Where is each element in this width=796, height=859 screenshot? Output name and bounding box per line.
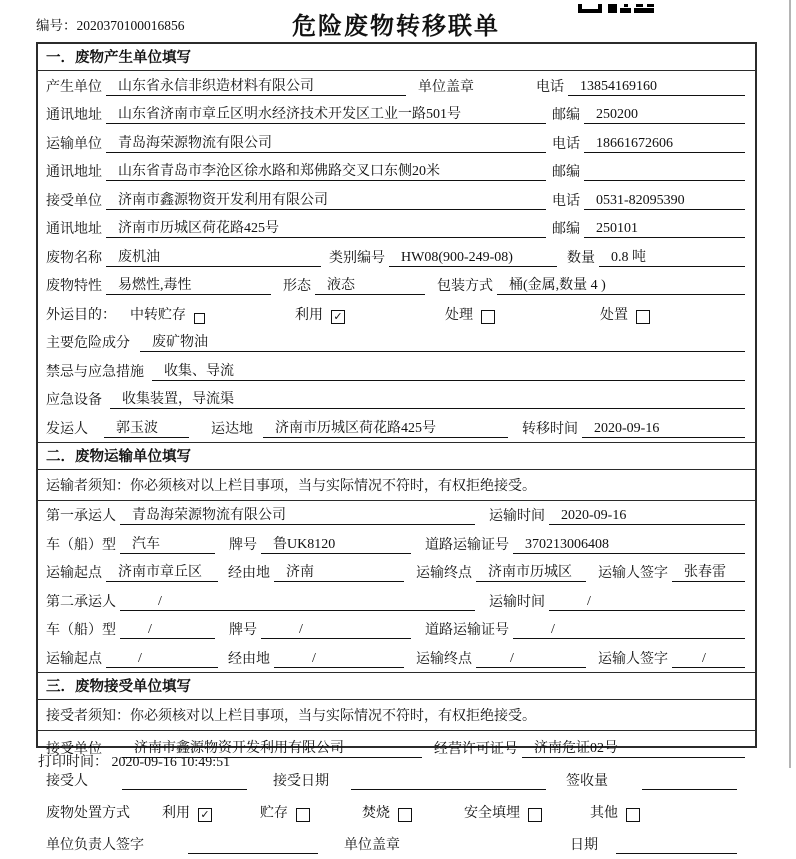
destination-value: 济南市历城区荷花路425号: [263, 417, 508, 438]
purpose-storage-label: 中转贮存: [130, 307, 186, 323]
vehicle-type2-label: 车（船）型: [46, 623, 116, 638]
acceptor-value: [122, 773, 247, 790]
road-permit2-label: 道路运输证号: [425, 623, 509, 638]
serial-label: 编号：: [36, 18, 77, 33]
via2-label: 经由地: [228, 651, 270, 667]
disposal-option-incinerate: [362, 802, 412, 822]
receiver-zip-value: 250101: [584, 221, 745, 238]
receiver-phone-value: 0531-82095390: [584, 193, 745, 210]
transport-unit-label: 运输单位: [46, 136, 102, 152]
section2-title: 二．废物运输单位填写: [38, 442, 755, 470]
transport-phone-value: 18661672606: [584, 136, 745, 153]
route1-row: [38, 558, 755, 587]
first-carrier-value: 青岛海荣源物流有限公司: [120, 504, 475, 525]
plate1-value: 鲁UK8120: [261, 533, 411, 554]
purpose-treatment-checkbox: [481, 310, 495, 324]
disposal-landfill-label: 安全填埋: [464, 805, 520, 821]
section1-title: 一．废物产生单位填写: [38, 44, 755, 71]
date-label: 日期: [570, 837, 598, 853]
waste-traits-label: 废物特性: [46, 279, 102, 294]
disposal-option-use: [162, 802, 212, 822]
transport-address-value: 山东省青岛市李沧区徐水路和郑佛路交叉口东侧20米: [106, 160, 546, 181]
shipper-row: [38, 413, 755, 442]
destination-label: 运达地: [211, 421, 253, 437]
receiver-phone-label: 电话: [552, 193, 580, 209]
waste-name-row: [38, 242, 755, 271]
accept-unit-value: 济南市鑫源物资开发利用有限公司: [122, 737, 422, 758]
responsible-signature-value: [188, 837, 318, 854]
disposal-use-label: 利用: [162, 805, 190, 821]
print-time: [38, 751, 230, 771]
second-carrier-label: 第二承运人: [46, 594, 116, 610]
disposal-incinerate-label: 焚烧: [362, 805, 390, 821]
category-code-value: HW08(900-249-08): [389, 250, 557, 267]
route2-row: [38, 643, 755, 672]
producer-address-value: 山东省济南市章丘区明水经济技术开发区工业一路501号: [106, 103, 546, 124]
acceptor-label: 接受人: [46, 773, 88, 789]
emergency-measures-label: 禁忌与应急措施: [46, 364, 144, 380]
transfer-time-value: 2020-09-16: [582, 421, 745, 438]
receiver-unit-label: 接受单位: [46, 193, 102, 209]
carrier-sign2-label: 运输人签字: [598, 651, 668, 667]
plate2-label: 牌号: [229, 623, 257, 638]
transport-address-label: 通讯地址: [46, 165, 102, 180]
first-carrier-row: [38, 501, 755, 530]
purpose-option-storage: [130, 304, 205, 324]
disposal-method-row: [38, 795, 755, 827]
purpose-treatment-label: 处理: [445, 307, 473, 323]
producer-unit-row: [38, 71, 755, 100]
second-carrier-value: /: [120, 594, 475, 611]
receipt-qty-value: [642, 773, 737, 790]
shipper-label: 发运人: [46, 421, 88, 437]
accept-date-value: [351, 773, 546, 790]
vehicle2-row: [38, 615, 755, 644]
receiver-address-value: 济南市历城区荷花路425号: [106, 217, 546, 238]
disposal-option-landfill: [464, 802, 542, 822]
carrier-sign2-value: /: [672, 651, 745, 668]
license-value: 济南危证02号: [522, 737, 745, 758]
transport-phone-label: 电话: [552, 136, 580, 152]
qr-code-fragment: [578, 0, 654, 9]
second-carrier-row: [38, 586, 755, 615]
page-title: 危险废物转移联单: [292, 14, 500, 40]
quantity-label: 数量: [567, 250, 595, 266]
purpose-storage-checkbox: [194, 313, 205, 324]
purpose-option-disposal: [600, 304, 650, 324]
disposal-use-checkbox: ✓: [198, 808, 212, 822]
disposal-other-checkbox: [626, 808, 640, 822]
receipt-qty-label: 签收量: [566, 773, 608, 789]
hazard-components-label: 主要危险成分: [46, 336, 130, 351]
emergency-measures-row: [38, 356, 755, 385]
disposal-other-label: 其他: [590, 805, 618, 821]
road-permit1-value: 370213006408: [513, 537, 745, 554]
purpose-option-treatment: [445, 304, 495, 324]
endpoint1-value: 济南市历城区: [476, 561, 586, 582]
origin1-label: 运输起点: [46, 566, 102, 581]
vehicle-type2-value: /: [120, 622, 215, 639]
responsible-signature-row: [38, 827, 755, 859]
producer-phone-value: 13854169160: [568, 79, 745, 96]
transport-zip-value: [584, 164, 745, 181]
receiver-notice-label: 接受者须知：: [46, 708, 130, 724]
waste-name-value: 废机油: [106, 246, 321, 267]
print-time-label: 打印时间：: [38, 755, 108, 770]
purpose-use-label: 利用: [295, 307, 323, 323]
transport-time2-label: 运输时间: [489, 594, 545, 610]
transfer-purpose-row: [38, 299, 755, 328]
purpose-option-use: [295, 304, 345, 324]
emergency-equipment-row: [38, 385, 755, 414]
shipper-value: 郭玉波: [104, 417, 189, 438]
unit-seal-label: 单位盖章: [418, 79, 474, 95]
emergency-equipment-value: 收集装置，导流渠: [110, 388, 745, 409]
transporter-notice: [38, 470, 755, 501]
disposal-option-other: [590, 802, 640, 822]
first-carrier-label: 第一承运人: [46, 509, 116, 524]
transport-unit-value: 青岛海荣源物流有限公司: [106, 132, 546, 153]
transporter-notice-label: 运输者须知：: [46, 478, 130, 494]
transport-time1-value: 2020-09-16: [549, 508, 745, 525]
emergency-equipment-label: 应急设备: [46, 393, 102, 408]
accept-unit-label: 接受单位: [46, 741, 102, 757]
road-permit1-label: 道路运输证号: [425, 537, 509, 553]
endpoint2-label: 运输终点: [416, 651, 472, 667]
accept-date-label: 接受日期: [273, 773, 329, 789]
producer-unit-value: 山东省永信非织造材料有限公司: [106, 75, 406, 96]
disposal-incinerate-checkbox: [398, 808, 412, 822]
transfer-time-label: 转移时间: [522, 421, 578, 437]
license-label: 经营许可证号: [434, 741, 518, 757]
disposal-landfill-checkbox: [528, 808, 542, 822]
vehicle-type1-value: 汽车: [120, 533, 215, 554]
disposal-store-checkbox: [296, 808, 310, 822]
plate2-value: /: [261, 622, 411, 639]
date-value: [616, 837, 737, 854]
transfer-purpose-label: 外运目的：: [46, 307, 116, 323]
hazard-components-row: [38, 328, 755, 357]
vehicle-type1-label: 车（船）型: [46, 537, 116, 553]
transport-time2-value: /: [549, 594, 745, 611]
purpose-disposal-label: 处置: [600, 307, 628, 323]
transporter-notice-text: 你必须核对以上栏目事项，当与实际情况不符时，有权拒绝接受。: [130, 478, 536, 494]
endpoint2-value: /: [476, 651, 586, 668]
purpose-disposal-checkbox: [636, 310, 650, 324]
producer-address-label: 通讯地址: [46, 108, 102, 123]
transport-zip-label: 邮编: [552, 165, 580, 180]
producer-unit-label: 产生单位: [46, 79, 102, 95]
receiver-unit-row: [38, 185, 755, 214]
origin1-value: 济南市章丘区: [106, 561, 218, 582]
unit-seal2-label: 单位盖章: [344, 837, 400, 853]
form-label: 形态: [283, 279, 311, 294]
producer-zip-value: 250200: [584, 107, 745, 124]
endpoint1-label: 运输终点: [416, 566, 472, 581]
via1-value: 济南: [274, 561, 404, 582]
hazard-components-value: 废矿物油: [140, 331, 745, 352]
receiver-notice-text: 你必须核对以上栏目事项，当与实际情况不符时，有权拒绝接受。: [130, 708, 536, 724]
responsible-signature-label: 单位负责人签字: [46, 837, 144, 853]
disposal-store-label: 贮存: [260, 805, 288, 821]
origin2-value: /: [106, 651, 218, 668]
via2-value: /: [274, 651, 404, 668]
waste-traits-value: 易燃性,毒性: [106, 274, 271, 295]
receiver-notice: [38, 700, 755, 731]
serial-value: 2020370100016856: [76, 18, 185, 33]
form-value: 液态: [315, 274, 425, 295]
waste-traits-row: [38, 271, 755, 300]
receiver-address-label: 通讯地址: [46, 222, 102, 237]
transport-time1-label: 运输时间: [489, 509, 545, 524]
road-permit2-value: /: [513, 622, 745, 639]
producer-zip-label: 邮编: [552, 108, 580, 123]
packing-label: 包装方式: [437, 279, 493, 294]
disposal-option-store: [260, 802, 310, 822]
receiver-zip-label: 邮编: [552, 222, 580, 237]
vehicle1-row: [38, 529, 755, 558]
purpose-use-checkbox: ✓: [331, 310, 345, 324]
transport-address-row: [38, 157, 755, 186]
origin2-label: 运输起点: [46, 651, 102, 667]
section3-title: 三．废物接受单位填写: [38, 672, 755, 700]
plate1-label: 牌号: [229, 537, 257, 553]
quantity-value: 0.8 吨: [599, 246, 745, 267]
via1-label: 经由地: [228, 566, 270, 581]
packing-value: 桶(金属,数量 4 ): [497, 274, 745, 295]
carrier-sign1-value: 张春雷: [672, 561, 745, 582]
producer-address-row: [38, 100, 755, 129]
carrier-sign1-label: 运输人签字: [598, 566, 668, 581]
category-code-label: 类别编号: [329, 250, 385, 266]
receiver-address-row: [38, 214, 755, 243]
waste-name-label: 废物名称: [46, 250, 102, 266]
print-time-value: 2020-09-16 10:49:51: [111, 755, 231, 770]
emergency-measures-value: 收集、导流: [152, 360, 745, 381]
producer-phone-label: 电话: [536, 79, 564, 95]
transport-unit-row: [38, 128, 755, 157]
page-edge-line: [789, 0, 791, 768]
disposal-method-label: 废物处置方式: [46, 805, 130, 821]
receiver-unit-value: 济南市鑫源物资开发利用有限公司: [106, 189, 546, 210]
